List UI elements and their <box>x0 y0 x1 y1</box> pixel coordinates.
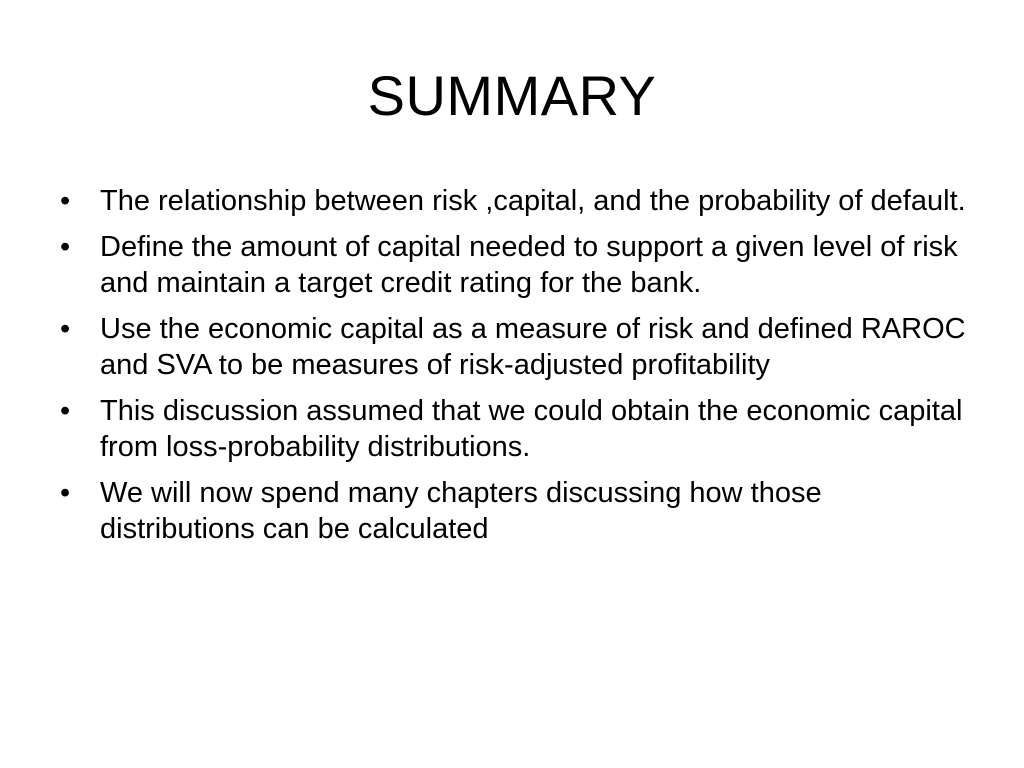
bullet-item <box>56 311 971 383</box>
bullet-dot-icon: • <box>60 231 71 263</box>
bullet-dot-icon: • <box>60 395 71 427</box>
bullet-dot-icon: • <box>60 477 71 509</box>
bullet-list <box>56 183 971 557</box>
bullet-dot-icon: • <box>60 185 71 217</box>
bullet-text: Define the amount of capital needed to support a given level of risk and maintain a target credit rating for the bank. <box>100 231 958 299</box>
bullet-text: The relationship between risk ,capital, and the probability of default. <box>100 185 966 217</box>
bullet-item <box>56 393 971 465</box>
bullet-dot-icon: • <box>60 313 71 345</box>
bullet-text: Use the economic capital as a measure of risk and defined RAROC and SVA to be measures of risk-adjusted profitability <box>100 313 966 381</box>
bullet-item <box>56 183 971 219</box>
bullet-item <box>56 475 971 547</box>
bullet-item <box>56 229 971 301</box>
slide-title: SUMMARY <box>367 64 657 127</box>
bullet-text: This discussion assumed that we could obtain the economic capital from loss-probability distributions. <box>100 395 963 463</box>
bullet-text: We will now spend many chapters discussing how those distributions can be calculated <box>100 477 822 545</box>
